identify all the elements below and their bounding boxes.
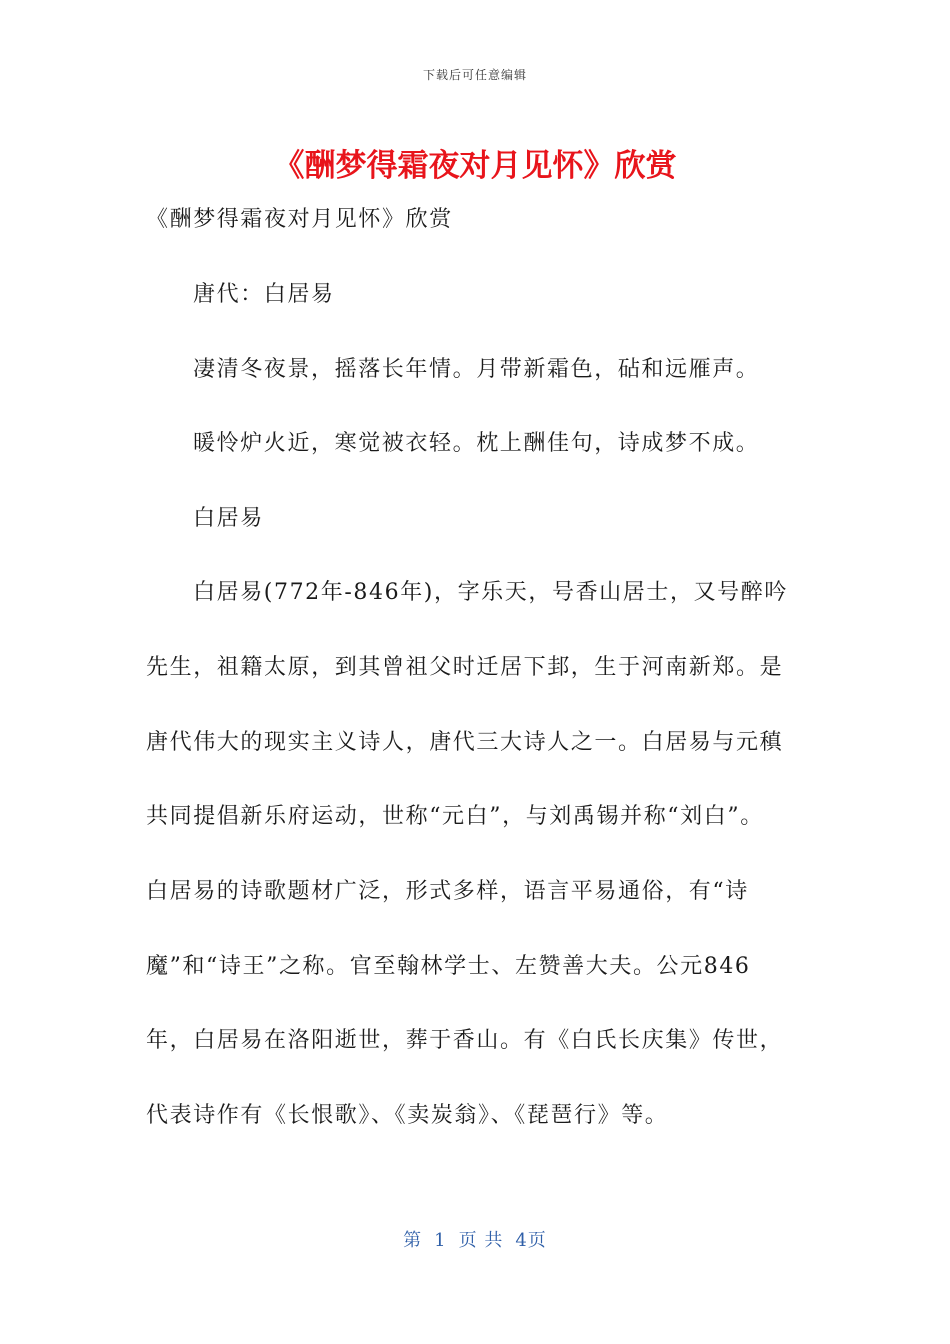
page-number-footer xyxy=(0,1226,950,1252)
bio-line-3: 唐代伟大的现实主义诗人，唐代三大诗人之一。白居易与元稹 xyxy=(146,730,784,755)
bio-line-5: 白居易的诗歌题材广泛，形式多样，语言平易通俗，有“诗 xyxy=(146,879,749,904)
poem-line-1: 凄清冬夜景，摇落长年情。月带新霜色，砧和远雁声。 xyxy=(193,357,760,382)
dynasty-author-line: 唐代：白居易 xyxy=(193,282,335,307)
document-title: 《酬梦得霜夜对月见怀》欣赏 xyxy=(273,148,677,184)
header-note: 下载后可任意编辑 xyxy=(422,68,527,82)
bio-line-7: 年，白居易在洛阳逝世，葬于香山。有《白氏长庆集》传世， xyxy=(146,1028,784,1053)
footer-prefix: 第 xyxy=(403,1230,423,1251)
bio-line-6: 魔”和“诗王”之称。官至翰林学士、左赞善大夫。公元846 xyxy=(146,954,751,979)
bio-line-4: 共同提倡新乐府运动，世称“元白”，与刘禹锡并称“刘白”。 xyxy=(146,804,764,829)
bio-line-1: 白居易(772年-846年)，字乐天，号香山居士，又号醉吟 xyxy=(193,580,788,605)
author-heading: 白居易 xyxy=(193,506,264,531)
poem-line-2: 暖怜炉火近，寒觉被衣轻。枕上酬佳句，诗成梦不成。 xyxy=(193,431,760,456)
footer-current-page: 1 xyxy=(434,1230,447,1251)
bio-line-2: 先生，祖籍太原，到其曾祖父时迁居下邽，生于河南新郑。是 xyxy=(146,655,784,680)
bio-line-8: 代表诗作有《长恨歌》、《卖炭翁》、《琵琶行》等。 xyxy=(146,1103,669,1128)
subtitle-line: 《酬梦得霜夜对月见怀》欣赏 xyxy=(146,207,453,232)
footer-total-pages: 4页 xyxy=(515,1230,547,1251)
footer-mid: 页 共 xyxy=(458,1230,504,1251)
